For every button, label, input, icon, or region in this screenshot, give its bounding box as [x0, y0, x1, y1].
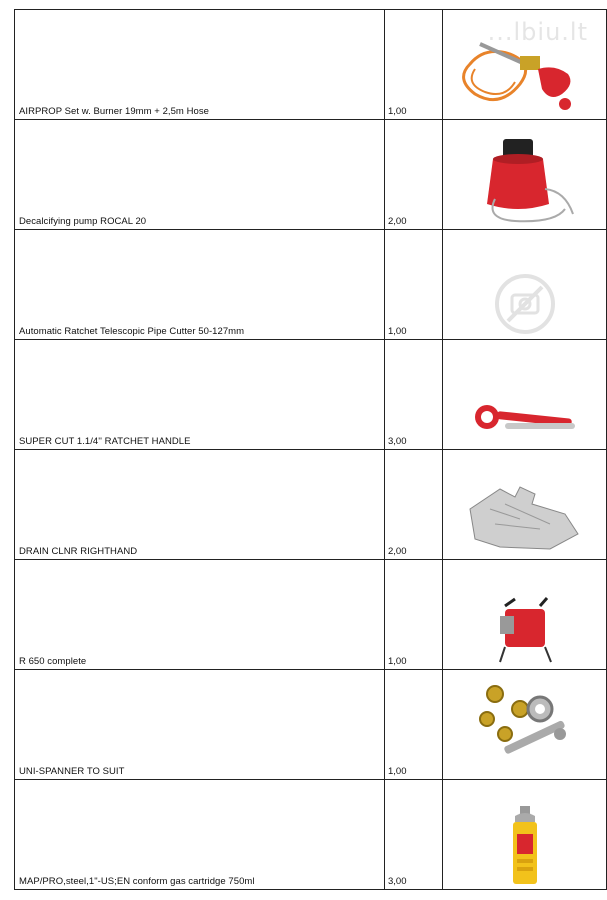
item-name: SUPER CUT 1.1/4'' RATCHET HANDLE — [15, 340, 385, 450]
item-quantity: 2,00 — [385, 450, 443, 560]
item-quantity: 3,00 — [385, 780, 443, 890]
table-row — [15, 340, 607, 450]
item-image — [443, 670, 607, 780]
gas-cartridge-icon — [500, 804, 550, 889]
items-table — [14, 9, 607, 890]
item-quantity: 1,00 — [385, 230, 443, 340]
item-quantity: 1,00 — [385, 10, 443, 120]
table-row — [15, 120, 607, 230]
table-row — [15, 230, 607, 340]
item-name: Automatic Ratchet Telescopic Pipe Cutter 50-127mm — [15, 230, 385, 340]
uni-spanner-set-icon — [465, 679, 585, 779]
item-name: MAP/PRO,steel,1"-US;EN conform gas cartridge 750ml — [15, 780, 385, 890]
item-image — [443, 450, 607, 560]
item-name: UNI-SPANNER TO SUIT — [15, 670, 385, 780]
item-image — [443, 560, 607, 670]
item-quantity: 2,00 — [385, 120, 443, 230]
item-image — [443, 340, 607, 450]
item-name: AIRPROP Set w. Burner 19mm + 2,5m Hose — [15, 10, 385, 120]
table-row — [15, 670, 607, 780]
ratchet-handle-icon — [465, 389, 585, 449]
table-row — [15, 560, 607, 670]
decalcifying-pump-icon — [465, 129, 585, 229]
item-quantity: 1,00 — [385, 670, 443, 780]
item-name: DRAIN CLNR RIGHTHAND — [15, 450, 385, 560]
item-image — [443, 10, 607, 120]
table-row — [15, 450, 607, 560]
drain-cleaning-machine-icon — [485, 594, 565, 669]
no-image-icon — [490, 269, 560, 339]
drain-cleaner-glove-icon — [460, 479, 590, 559]
item-name: Decalcifying pump ROCAL 20 — [15, 120, 385, 230]
item-quantity: 3,00 — [385, 340, 443, 450]
item-image — [443, 230, 607, 340]
table-row — [15, 10, 607, 120]
item-image — [443, 120, 607, 230]
item-quantity: 1,00 — [385, 560, 443, 670]
item-name: R 650 complete — [15, 560, 385, 670]
item-image — [443, 780, 607, 890]
table-row — [15, 780, 607, 890]
watermark: ...lbiu.lt — [487, 18, 588, 46]
